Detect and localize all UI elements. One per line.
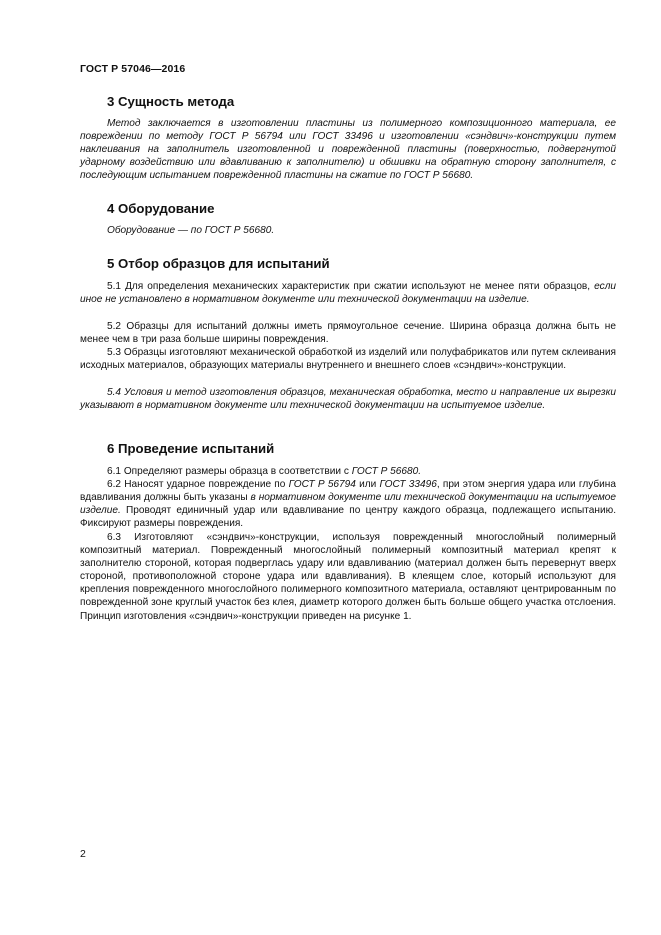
section-6-2-text-g: Проводят единичный удар или вдавливание по центру каждого образца, подлежащего испытанию. Фиксируют размеры повреждения. xyxy=(80,505,616,530)
section-5-1-italic: если иное не установлено в нормативном документе или технической документации на изделие. xyxy=(80,281,616,306)
section-6-title: 6 Проведение испытаний xyxy=(107,441,275,456)
section-6-1-text: 6.1 Определяют размеры образца в соответствии с xyxy=(107,466,352,477)
section-6-3-paragraph: 6.3 Изготовляют «сэндвич»-конструкции, используя поврежденный многослойный полимерный композитный материал. Поврежденный многослойный полимерный композитный материал крепят к заполнителю стороной, которая подверглась удару или вдавливанию (материал должен быть перевернут вверх стороной, противоположной стороне удара или вдавливания). В клеящем слое, который используют для крепления поврежденного многослойного полимерного композитного материала, оставляют центрированным по поврежденной зоне круглый участок без клея, диаметр которого должен быть больше общего участка отслоения. Принцип изготовления «сэндвич»-конструкции приведен на рисунке 1. xyxy=(80,532,616,622)
section-6-2-italic-b: ГОСТ Р 56794 xyxy=(288,479,356,490)
section-4-title: 4 Оборудование xyxy=(107,201,215,216)
section-6-2-paragraph xyxy=(80,478,616,530)
section-5-1-paragraph xyxy=(80,280,616,306)
section-5-2-paragraph: 5.2 Образцы для испытаний должны иметь прямоугольное сечение. Ширина образца должна быть не менее чем в три раза больше ширины повреждения. xyxy=(80,321,616,346)
section-6-2-italic-d: ГОСТ 33496 xyxy=(379,479,437,490)
section-6-2-text-e: , при этом энергия удара или глубина вдавливания должны быть указаны xyxy=(80,479,616,504)
page-number: 2 xyxy=(80,848,86,860)
section-3-title: 3 Сущность метода xyxy=(107,94,235,109)
section-6-2-italic-f: в нормативном документе или технической документации на испытуемое изделие. xyxy=(80,492,616,517)
section-6-2-text-c: или xyxy=(355,479,380,490)
section-6-1-italic: ГОСТ Р 56680. xyxy=(351,466,422,477)
section-6-2-text-a: 6.2 Наносят ударное повреждение по xyxy=(107,479,289,490)
section-6-1-paragraph xyxy=(80,465,616,478)
document-code: ГОСТ Р 57046—2016 xyxy=(80,63,186,75)
section-5-1-text: 5.1 Для определения механических характеристик при сжатии используют не менее пяти образцов, xyxy=(107,281,595,292)
section-4-paragraph: Оборудование — по ГОСТ Р 56680. xyxy=(107,225,275,236)
section-3-paragraph: Метод заключается в изготовлении пластины из полимерного композиционного материала, ее повреждении по методу ГОСТ Р 56794 или ГОСТ 33496 и изготовлении «сэндвич»-конструкции путем наклеивания на заполнитель изготовленной и поврежденной пластины (поверхностью, подвергнутой ударному воздействию или вдавливанию к заполнителю) и обшивки на обратную сторону заполнителя, с последующим испытанием поврежденной пластины на сжатие по ГОСТ Р 56680. xyxy=(80,118,616,182)
section-5-title: 5 Отбор образцов для испытаний xyxy=(107,256,330,271)
section-5-3-paragraph: 5.3 Образцы изготовляют механической обработкой из изделий или полуфабрикатов или путем склеивания исходных материалов, образующих материалы внутреннего и внешнего слоев «сэндвич»-конструкции. xyxy=(80,347,616,372)
section-5-4-paragraph: 5.4 Условия и метод изготовления образцов, механическая обработка, место и направление их вырезки указывают в нормативном документе или технической документации на испытуемое изделие. xyxy=(80,387,616,412)
